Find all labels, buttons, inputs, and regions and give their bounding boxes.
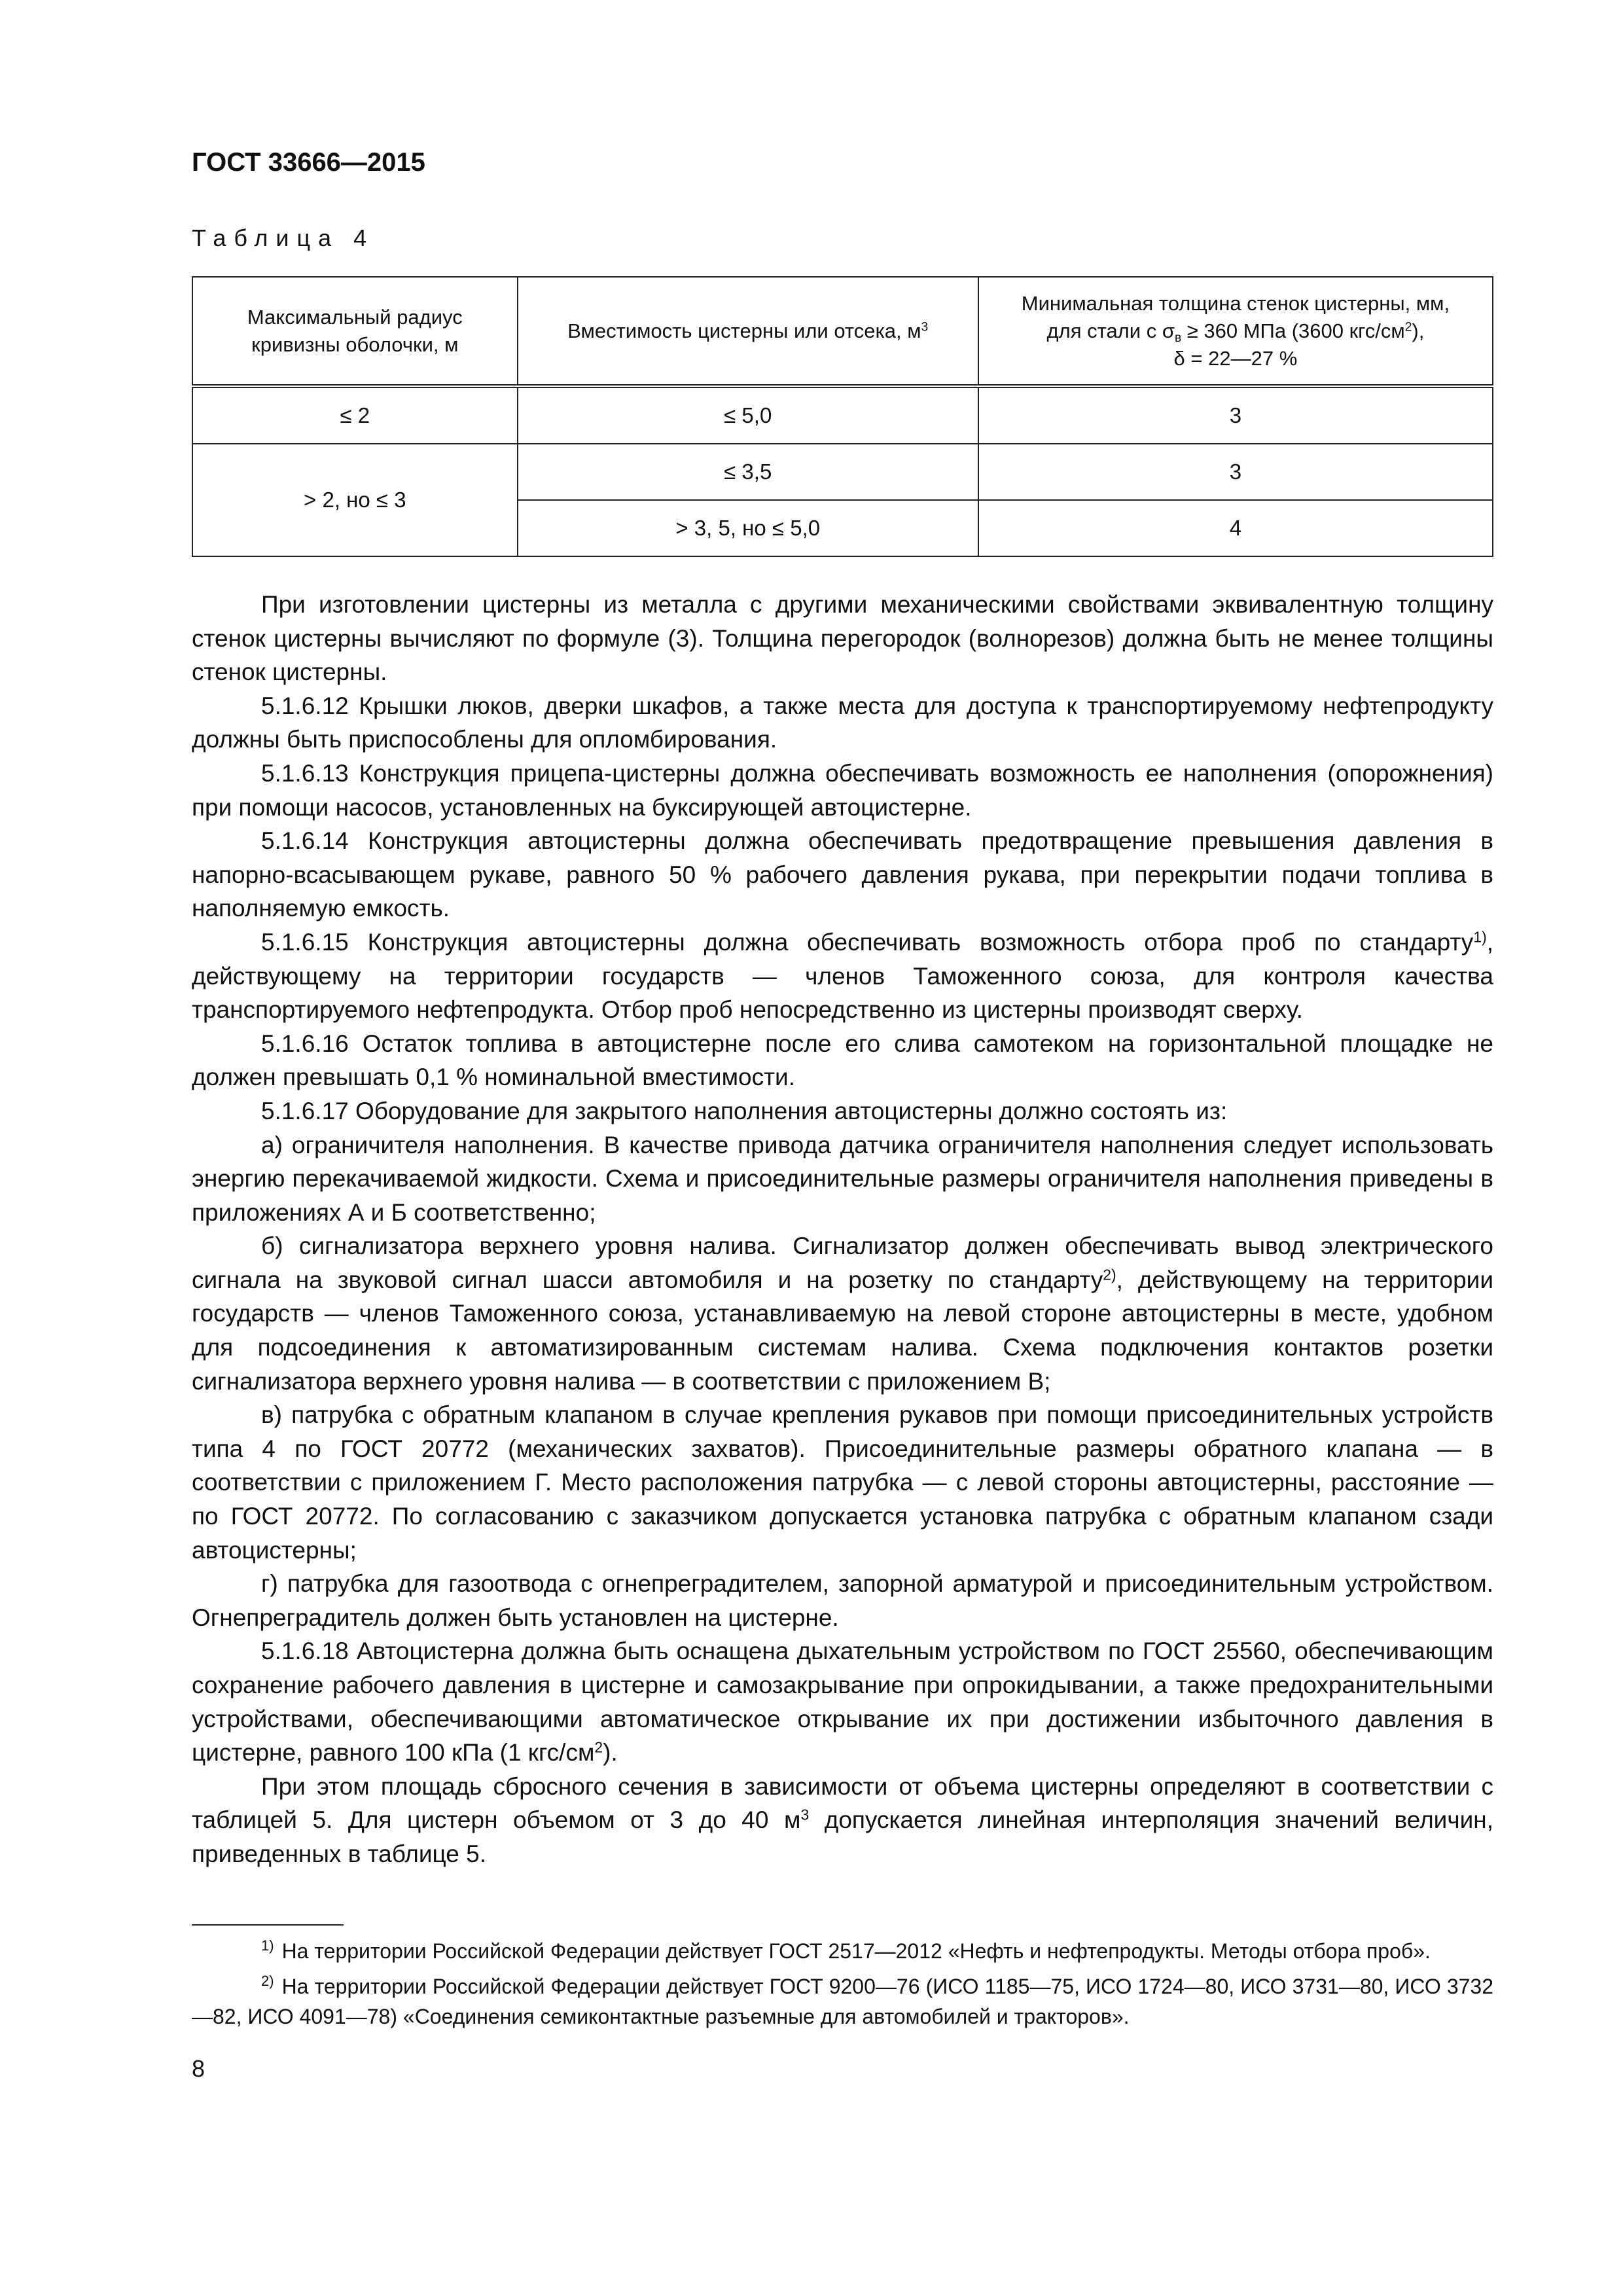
paragraph: в) патрубка с обратным клапаном в случае крепления рукавов при помощи присоединительных устройств типа 4 по ГОСТ 20772 (механических захватов). Присоединительные размеры обратного клапана — в соответствии с приложением Г. Место расположения патрубка — с левой стороны автоцистерны, расстояние — по ГОСТ 20772. По согласованию с заказчиком допускается установка патрубка с обратным клапаном сзади автоцистерны; [192,1401,1493,1564]
paragraph: 5.1.6.14 Конструкция автоцистерны должна обеспечивать предотвращение превышения давления в напорно-всасывающем рукаве, равного 50 % рабочего давления рукава, при перекрытии подачи топлива в наполняемую емкость. [192,827,1493,922]
paragraph [192,1770,1493,1871]
paragraph: 5.1.6.16 Остаток топлива в автоцистерне после его слива самотеком на горизонтальной площадке не должен превышать 0,1 % номинальной вместимости. [192,1030,1493,1091]
paragraph-text: , действующему на территории государств — членов Таможенного союза, для контроля качества транспортируемого нефтепродукта. Отбор проб непосредственно из цистерны производят сверху. [192,928,1493,1024]
table-row [192,444,1493,500]
footnote-2 [192,1966,1493,2032]
table-cell-radius: ≤ 2 [192,386,518,444]
table-cell-capacity: ≤ 5,0 [518,386,978,444]
table-cell-thickness: 4 [978,500,1493,556]
table-cell-capacity: > 3, 5, но ≤ 5,0 [518,500,978,556]
table-cell-radius: > 2, но ≤ 3 [192,444,518,556]
header-thickness-line2-c: ), [1412,319,1425,342]
header-thickness-sup: 2 [1404,319,1412,334]
paragraph-text: допускается линейная интерполяция значений величин, приведенных в таблице 5. [192,1806,1494,1867]
document-standard-header: ГОСТ 33666—2015 [192,148,425,177]
table-header-row [192,277,1493,386]
superscript: 3 [800,1806,810,1823]
header-thickness-sub: в [1174,331,1182,345]
paragraph-text: 5.1.6.18 Автоцистерна должна быть оснащена дыхательным устройством по ГОСТ 25560, обеспечивающим сохранение рабочего давления в цистерне и самозакрывание при опрокидывании, а также предохранительными устройствами, обеспечивающими автоматическое открывание их при достижении избыточного давления в цистерне, равного 100 кПа (1 кгс/см [192,1638,1493,1767]
footnote-mark: 2) [261,1973,274,1989]
header-capacity [518,277,978,386]
paragraph: 5.1.6.17 Оборудование для закрытого наполнения автоцистерны должно состоять из: [261,1097,1228,1124]
footnote-1 [192,1931,1493,1966]
header-thickness-line2-b: ≥ 360 МПа (3600 кгс/см [1181,319,1405,342]
paragraph [192,1634,1493,1769]
paragraph-text: , действующему на территории государств — членов Таможенного союза, устанавливаемую на левой стороне автоцистерны в месте, удобном для подсоединения к автоматизированным системам налива. Схема подключения контактов розетки сигнализатора верхнего уровня налива — в соответствии с приложением В; [192,1266,1493,1395]
footnote-ref-2[interactable]: 2) [1103,1266,1116,1283]
table-cell-capacity: ≤ 3,5 [518,444,978,500]
header-thickness-line2 [986,317,1486,345]
paragraph: а) ограничителя наполнения. В качестве привода датчика ограничителя наполнения следует использовать энергию перекачиваемой жидкости. Схема и присоединительные размеры ограничителя наполнения приведены в приложениях А и Б соответственно; [192,1131,1493,1226]
header-radius-line2: кривизны оболочки, м [251,332,459,356]
paragraph-text: 5.1.6.15 Конструкция автоцистерны должна обеспечивать возможность отбора проб по стандарту [261,928,1474,956]
paragraph [192,1229,1493,1398]
body-text [192,588,1493,1871]
table-cell-thickness: 3 [978,386,1493,444]
paragraph: г) патрубка для газоотвода с огнепреградителем, запорной арматурой и присоединительным устройством. Огнепреградитель должен быть установлен на цистерне. [192,1570,1493,1631]
footnote-mark: 1) [261,1937,274,1954]
table-caption: Таблица 4 [192,224,375,251]
paragraph: При изготовлении цистерны из металла с другими механическими свойствами эквивалентную толщину стенок цистерны вычисляют по формуле (3). Толщина перегородок (волнорезов) должна быть не менее толщины стенок цистерны. [192,591,1493,686]
header-thickness-line1: Минимальная толщина стенок цистерны, мм, [1021,291,1450,315]
paragraph-text: ). [603,1739,618,1767]
footnote-text: На территории Российской Федерации действует ГОСТ 2517—2012 «Нефть и нефтепродукты. Методы отбора проб». [281,1939,1431,1963]
paragraph-text: При этом площадь сбросного сечения в зависимости от объема цистерны определяют в соответствии с таблицей 5. Для цистерн объемом от 3 до 40 м [192,1772,1493,1834]
page-number: 8 [192,2055,205,2082]
thickness-table [192,276,1493,557]
header-thickness [978,277,1493,386]
footnotes [192,1931,1493,2032]
superscript: 2 [594,1738,603,1756]
footnote-ref-1[interactable]: 1) [1473,928,1487,946]
footnote-divider [192,1924,344,1926]
header-radius [192,277,518,386]
header-radius-line1: Максимальный радиус [247,305,463,329]
paragraph-text: б) сигнализатора верхнего уровня налива. Сигнализатор должен обеспечивать вывод электрического сигнала на звуковой сигнал шасси автомобиля и на розетку по стандарту [192,1232,1493,1293]
paragraph: 5.1.6.12 Крышки люков, дверки шкафов, а также места для доступа к транспортируемому нефтепродукту должны быть приспособлены для опломбирования. [192,692,1493,753]
header-capacity-text: Вместимость цистерны или отсека, м [567,319,921,342]
footnote-text: На территории Российской Федерации действует ГОСТ 9200—76 (ИСО 1185—75, ИСО 1724—80, ИСО 3731—80, ИСО 3732—82, ИСО 4091—78) «Соединения семиконтактные разъемные для автомобилей и тракторов». [192,1975,1493,2028]
paragraph: 5.1.6.13 Конструкция прицепа-цистерны должна обеспечивать возможность ее наполнения (опорожнения) при помощи насосов, установленных на буксирующей автоцистерне. [192,759,1493,821]
header-thickness-line2-a: для стали с σ [1046,319,1175,342]
header-capacity-sup: 3 [921,319,929,334]
paragraph [192,925,1493,1027]
table-row [192,386,1493,444]
table-cell-thickness: 3 [978,444,1493,500]
header-thickness-line3: δ = 22—27 % [1173,346,1298,370]
